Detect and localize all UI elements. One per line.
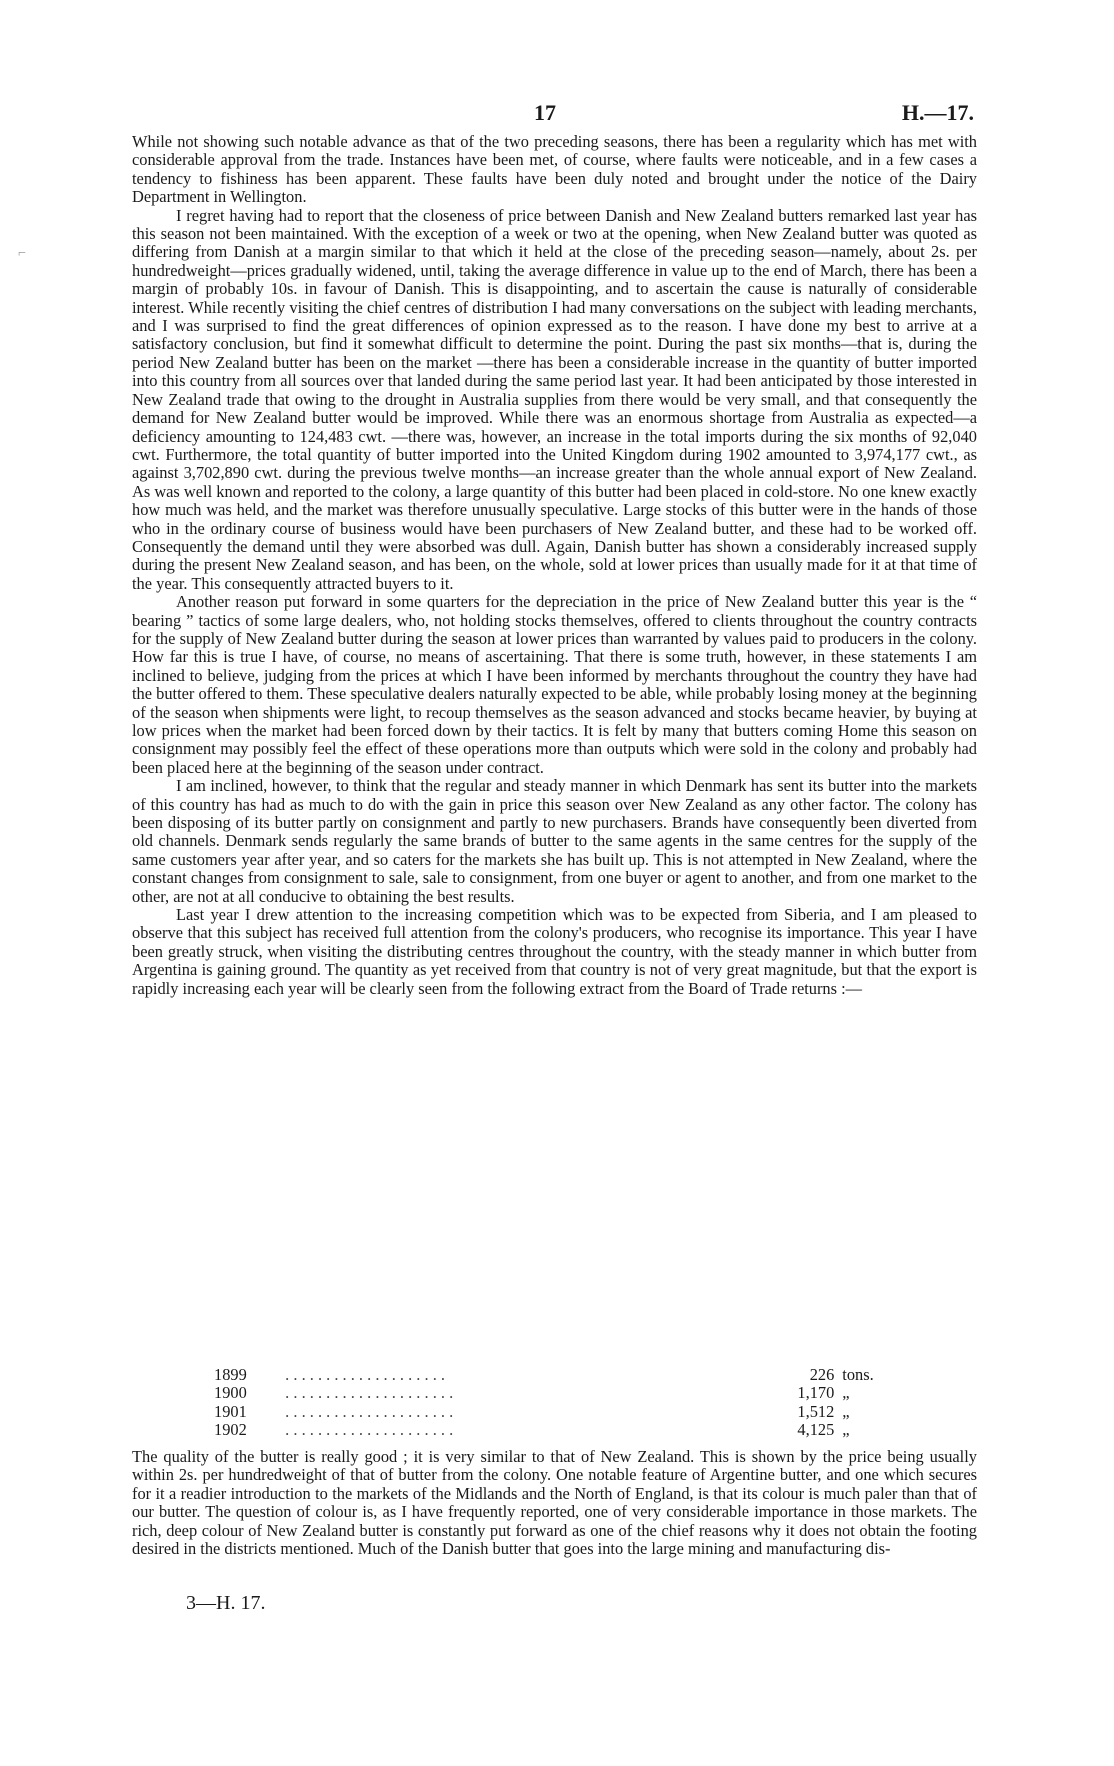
table-cell-amount: 226 [809, 1365, 835, 1384]
closing-text [132, 1448, 977, 1558]
table-cell-leader: . . . . . . . . . . . . . . . . . . . . [285, 1365, 445, 1384]
paragraph-6: The quality of the butter is really good ; it is very similar to that of New Zealand. This is shown by the price being usually within 2s. per hundredweight of that of butter from the colony. One notable feature of Argentine butter, and one which secures for it a readier introduction to the markets of the Midlands and the North of England, is that its colour is much paler than that of our butter. The question of colour is, as I have frequently reported, one of very considerable importance in those markets. The rich, deep colour of New Zealand butter is constantly put forward as one of the chief reasons why it does not obtain the footing desired in the districts mentioned. Much of the Danish butter that goes into the large mining and manufacturing dis- [132, 1447, 977, 1559]
table-cell-leader: . . . . . . . . . . . . . . . . . . . . . [285, 1420, 454, 1440]
body-text [132, 133, 977, 998]
table-cell-unit: „ [842, 1401, 850, 1421]
argentine-butter-exports-table [214, 1366, 934, 1440]
table-cell-year: 1902 [214, 1420, 247, 1440]
table-cell-unit: „ [842, 1383, 850, 1403]
table-cell-leader: . . . . . . . . . . . . . . . . . . . . . [285, 1401, 454, 1421]
paragraph-4: I am inclined, however, to think that the regular and steady manner in which Denmark has sent its butter into the markets of this country has had as much to do with the gain in price this season over New Zealand as any other factor. The colony has been disposing of its butter partly on consignment and partly to new purchasers. Brands have consequently been diverted from old channels. Denmark sends regularly the same brands of butter to the same agents in the same centres for the supply of the same customers year after year, and so caters for the markets she has built up. This is not attempted in New Zealand, where the constant changes from consignment to sale, sale to consignment, from one buyer or agent to another, and from one market to the other, are not at all conducive to obtaining the best results. [132, 776, 977, 906]
paragraph-3: Another reason put forward in some quarters for the depreciation in the price of New Zealand butter this year is the “ bearing ” tactics of some large dealers, who, not holding stocks themselves, offered to clients throughout the country contracts for the supply of New Zealand butter during the season at lower prices than warranted by values paid to producers in the colony. How far this is true I have, of course, no means of ascertaining. That there is some truth, however, in these statements I am inclined to believe, judging from the prices at which I have been informed by merchants throughout the country they have had the butter offered to them. These speculative dealers naturally expected to be able, while probably losing money at the beginning of the season when shipments were light, to recoup themselves as the season advanced and stocks became heavier, by buying at low prices when the market had been forced down by their tactics. It is felt by many that butters coming Home this season on consignment may possibly feel the effect of these operations more than outputs which were sold in the colony and probably had been placed here at the beginning of the season under contract. [132, 592, 977, 777]
paragraph-1: While not showing such notable advance as that of the two preceding seasons, there has been a regularity which has met with considerable approval from the trade. Instances have been met, of course, where faults were noticeable, and in a few cases a tendency to fishiness has been apparent. These faults have been duly noted and brought under the notice of the Dairy Department in Wellington. [132, 132, 977, 207]
table-row [214, 1366, 934, 1384]
paragraph-5: Last year I drew attention to the increasing competition which was to be expected from Siberia, and I am pleased to observe that this subject has received full attention from the colony's producers, who recognise its importance. This year I have been greatly struck, when visiting the distributing centres throughout the country, with the steady manner in which butter from Argentina is gaining ground. The quantity as yet received from that country is not of very great magnitude, but that the export is rapidly increasing each year will be clearly seen from the following extract from the Board of Trade returns :— [132, 905, 977, 998]
table-cell-amount: 4,125 [797, 1420, 835, 1440]
table-cell-year: 1900 [214, 1383, 247, 1403]
paragraph-2: I regret having had to report that the closeness of price between Danish and New Zealand butters remarked last year has this season not been maintained. With the exception of a week or two at the opening, when New Zealand butter was quoted as differing from Danish at a margin similar to that which it held at the close of the preceding season—namely, about 2s. per hundredweight—prices gradually widened, until, taking the average difference in value up to the end of March, there has been a margin of probably 10s. in favour of Danish. This is disappointing, and to ascertain the cause is naturally of considerable interest. While recently visiting the chief centres of distribution I had many conversations on the subject with leading merchants, and I was surprised to find the great differences of opinion expressed as to the reason. I have done my best to arrive at a satisfactory conclusion, but find it somewhat difficult to determine the point. During the past six months—that is, during the period New Zealand butter has been on the market —there has been a considerable increase in the quantity of butter imported into this country from all sources over that landed during the same period last year. It had been anticipated by those interested in New Zealand trade that owing to the drought in Australia supplies from there would be very small, and that consequently the demand for New Zealand butter would be improved. While there was an enormous shortage from Australia as expected—a deficiency amounting to 124,483 cwt. —there was, however, an increase in the total imports during the six months of 92,040 cwt. Furthermore, the total quantity of butter imported into the United Kingdom during 1902 amounted to 3,974,177 cwt., as against 3,702,890 cwt. during the previous twelve months—an increase greater than the whole annual export of New Zealand. As was well known and reported to the colony, a large quantity of this butter had been placed in cold-store. No one knew exactly how much was held, and the market was therefore unusually speculative. Large stocks of this butter were in the hands of those who in the ordinary course of business would have been purchasers of New Zealand butter, and these had to be worked off. Consequently the demand until they were absorbed was dull. Again, Danish butter has shown a considerably increased supply during the present New Zealand season, and has been, on the whole, sold at lower prices than usually made for it at that time of the year. This consequently attracted buyers to it. [132, 205, 977, 593]
table-cell-year: 1899 [214, 1365, 247, 1384]
document-reference: H.—17. [901, 100, 974, 125]
table-cell-unit: tons. [842, 1365, 874, 1384]
page-header [0, 100, 1114, 130]
footer-signature-ref: 3—H. 17. [186, 1592, 266, 1614]
table-cell-year: 1901 [214, 1401, 247, 1421]
table-row [214, 1421, 934, 1439]
table-row [214, 1384, 934, 1402]
margin-mark: ⌐ [18, 246, 26, 261]
table-cell-amount: 1,170 [797, 1383, 835, 1403]
table-row [214, 1403, 934, 1421]
table-cell-unit: „ [842, 1420, 850, 1440]
page-number: 17 [534, 100, 556, 125]
table-cell-leader: . . . . . . . . . . . . . . . . . . . . . [285, 1383, 454, 1403]
table-cell-amount: 1,512 [797, 1401, 835, 1421]
